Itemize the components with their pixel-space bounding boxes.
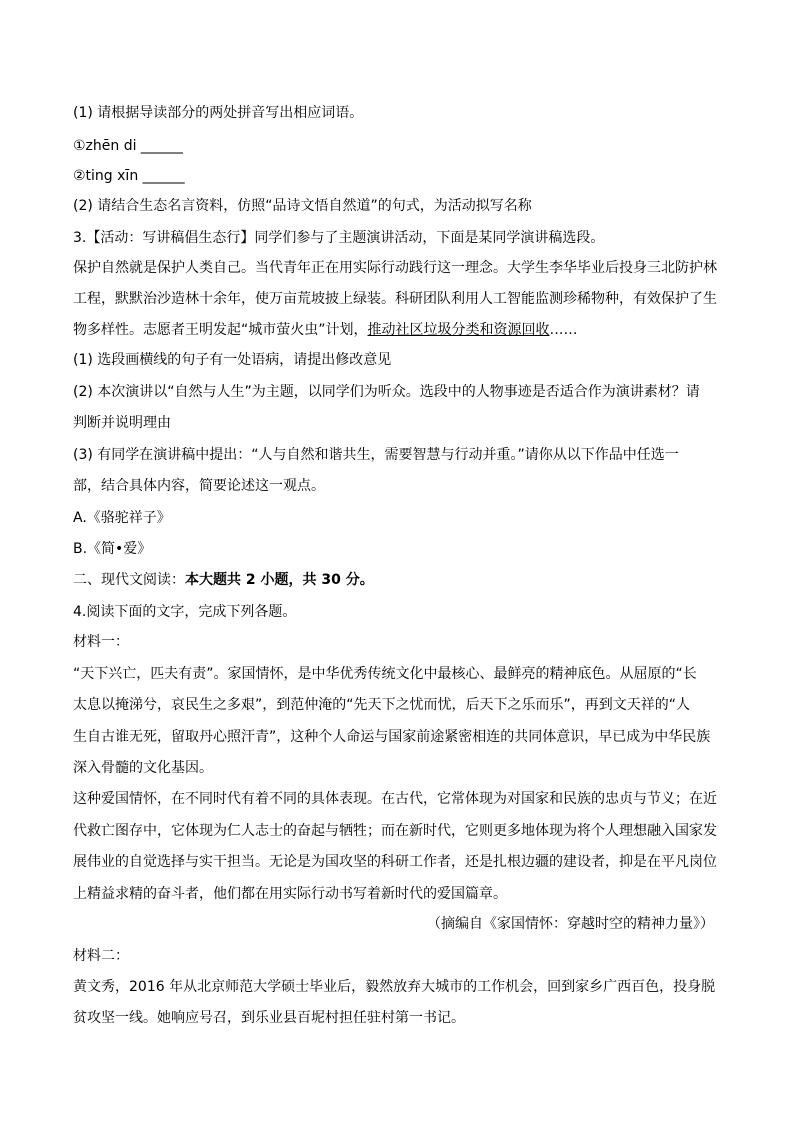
m2-para1-line-1: 黄文秀，2016 年从北京师范大学硕士毕业后，毅然放弃大城市的工作机会，回到家乡广西百色，投身脱 <box>73 979 716 995</box>
q2-sub1: (1) 请根据导读部分的两处拼音写出相应词语。 <box>73 105 364 121</box>
m1-para1-line-3: 生自古谁无死，留取丹心照汗青”，这种个人命运与国家前途紧密相连的共同体意识，早已成为中华民族 <box>73 729 711 745</box>
q2-sub2: (2) 请结合生态名言资料，仿照“品诗文悟自然道”的句式，为活动拟写名称 <box>73 198 532 214</box>
m1-para2-line-1: 这种爱国情怀，在不同时代有着不同的具体表现。在古代，它常体现为对国家和民族的忠贞与节义；在近 <box>73 791 717 807</box>
material-1-source: （摘编自《家国情怀：穿越时空的精神力量》） <box>427 916 714 932</box>
passage-text: 物多样性。志愿者王明发起“城市萤火虫”计划， <box>73 322 368 338</box>
q3-sub2-line-1: (2) 本次演讲以“自然与人生”为主题，以同学们为听众。选段中的人物事迹是否适合作为演讲素材？请 <box>73 384 700 400</box>
m1-para2-line-4: 上精益求精的奋斗者，他们都在用实际行动书写着新时代的爱国篇章。 <box>73 886 507 902</box>
passage-ellipsis: …… <box>549 322 578 338</box>
underlined-sentence: 推动社区垃圾分类和资源回收 <box>367 322 550 338</box>
q3-sub2-line-2: 判断并说明理由 <box>73 415 171 431</box>
m1-para2-line-2: 代救亡图存中，它体现为仁人志士的奋起与牺牲；而在新时代，它则更多地体现为将个人理想融入国家发 <box>73 823 717 839</box>
m2-para1-line-2: 贫攻坚一线。她响应号召，到乐业县百坭村担任驻村第一书记。 <box>73 1010 465 1026</box>
q3-passage-line-2: 工程，默默治沙造林十余年，使万亩荒坡披上绿装。科研团队利用人工智能监测珍稀物种，有效保护了生 <box>73 291 717 307</box>
q3-heading: 3.【活动：写讲稿倡生态行】同学们参与了主题演讲活动，下面是某同学演讲稿选段。 <box>73 230 605 246</box>
q2-pinyin-1: ①zhēn di ______ <box>73 138 183 154</box>
q2-pinyin-2: ②ting xīn ______ <box>73 168 185 184</box>
section-heading <box>73 570 374 590</box>
m1-para1-line-2: 太息以掩涕兮，哀民生之多艰”，到范仲淹的“先天下之忧而忧，后天下之乐而乐”，再到文天祥的“人 <box>73 697 691 713</box>
option-b: B.《简•爱》 <box>73 541 152 557</box>
q3-passage-line-3 <box>73 320 578 340</box>
q3-sub3-line-2: 部，结合具体内容，简要论述这一观点。 <box>73 478 325 494</box>
section-label: 二、现代文阅读： <box>73 572 185 588</box>
q3-sub1: (1) 选段画横线的句子有一处语病，请提出修改意见 <box>73 352 392 368</box>
m1-para1-line-1: “天下兴亡，匹夫有责”。家国情怀，是中华优秀传统文化中最核心、最鲜亮的精神底色。从屈原的“长 <box>73 666 697 682</box>
section-info: 本大题共 2 小题，共 30 分。 <box>185 572 374 588</box>
m1-para2-line-3: 展伟业的自觉选择与实干担当。无论是为国攻坚的科研工作者，还是扎根边疆的建设者，抑是在平凡岗位 <box>73 854 717 870</box>
material-2-label: 材料二： <box>73 948 129 964</box>
q3-sub3-line-1: (3) 有同学在演讲稿中提出：“人与自然和谐共生，需要智慧与行动并重。”请你从以下作品中任选一 <box>73 447 679 463</box>
m1-para1-line-4: 深入骨髓的文化基因。 <box>73 760 213 776</box>
option-a: A.《骆驼祥子》 <box>73 510 171 526</box>
material-1-label: 材料一： <box>73 634 129 650</box>
q4-heading: 4.阅读下面的文字，完成下列各题。 <box>73 604 297 620</box>
q3-passage-line-1: 保护自然就是保护人类自己。当代青年正在用实际行动践行这一理念。大学生李华毕业后投身三北防护林 <box>73 260 717 276</box>
